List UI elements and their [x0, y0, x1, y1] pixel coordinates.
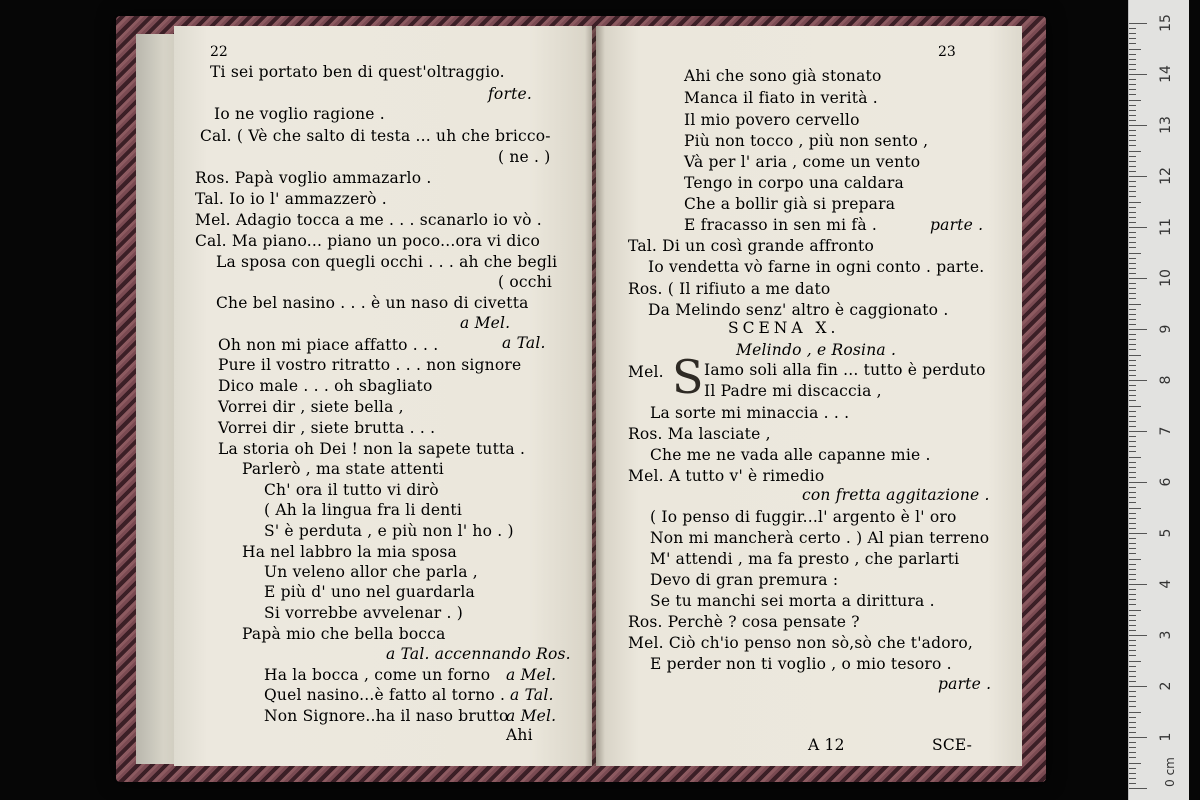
ruler-tick — [1129, 579, 1136, 580]
ruler-tick — [1129, 487, 1136, 488]
ruler-tick — [1129, 390, 1136, 391]
ruler-tick — [1129, 706, 1136, 707]
text-line: Che me ne vada alle capanne mie . — [650, 446, 931, 464]
stage-direction: a Tal. — [510, 686, 554, 704]
ruler-tick — [1129, 778, 1136, 779]
ruler-tick — [1129, 196, 1136, 197]
book-gutter — [585, 26, 605, 766]
text-line: Ros. Papà voglio ammazarlo . — [195, 169, 432, 187]
ruler-tick — [1129, 79, 1136, 80]
ruler-tick — [1129, 747, 1136, 748]
ruler-tick — [1129, 375, 1136, 376]
ruler-tick — [1129, 49, 1141, 50]
ruler-tick — [1129, 645, 1136, 646]
ruler-number: 6 — [1158, 477, 1174, 487]
ruler-tick — [1129, 74, 1147, 75]
ruler-tick — [1129, 518, 1136, 519]
text-line: ( occhi — [498, 273, 553, 291]
page-number: 22 — [210, 44, 228, 60]
ruler-tick — [1129, 564, 1136, 565]
stage-direction: a Tal. — [502, 334, 546, 352]
ruler-tick — [1129, 258, 1136, 259]
ruler-number: 4 — [1158, 579, 1174, 589]
ruler-number: 13 — [1158, 116, 1174, 134]
ruler-tick — [1129, 681, 1136, 682]
text-line: Cal. ( Vè che salto di testa ... uh che bricco- — [200, 127, 551, 145]
ruler-tick — [1129, 145, 1136, 146]
ruler-tick — [1129, 737, 1147, 738]
ruler-tick — [1129, 334, 1136, 335]
text-line: Se tu manchi sei morta a dirittura . — [650, 592, 935, 610]
ruler-tick — [1129, 543, 1136, 544]
ruler-tick — [1129, 54, 1136, 55]
ruler-tick — [1129, 105, 1136, 106]
ruler-tick — [1129, 548, 1136, 549]
ruler-tick — [1129, 630, 1136, 631]
ruler-tick — [1129, 115, 1136, 116]
ruler-tick — [1129, 212, 1136, 213]
ruler-tick — [1129, 344, 1136, 345]
ruler-tick — [1129, 421, 1136, 422]
ruler-tick — [1129, 247, 1136, 248]
ruler-tick — [1129, 727, 1136, 728]
ruler-tick — [1129, 620, 1136, 621]
ruler-tick — [1129, 242, 1136, 243]
text-line: Tengo in corpo una caldara — [684, 174, 904, 192]
ruler-tick — [1129, 324, 1136, 325]
ruler-tick — [1129, 788, 1147, 789]
ruler-tick — [1129, 59, 1136, 60]
text-line: Oh non mi piace affatto . . . — [218, 336, 439, 354]
text-line: La sposa con quegli occhi . . . ah che begli — [216, 253, 558, 271]
ruler-tick — [1129, 604, 1136, 605]
ruler-number: 2 — [1158, 681, 1174, 691]
ruler-tick — [1129, 406, 1141, 407]
ruler-tick — [1129, 482, 1147, 483]
ruler-tick — [1129, 594, 1136, 595]
text-line: Più non tocco , più non sento , — [684, 132, 929, 150]
text-line: Da Melindo senz' altro è caggionato . — [648, 301, 949, 319]
ruler-tick — [1129, 508, 1141, 509]
ruler-number: 10 — [1158, 269, 1174, 287]
ruler-tick — [1129, 64, 1136, 65]
ruler-tick — [1129, 222, 1136, 223]
ruler-tick — [1129, 329, 1147, 330]
ruler-tick — [1129, 783, 1136, 784]
ruler-tick — [1129, 533, 1147, 534]
ruler-tick — [1129, 752, 1136, 753]
ruler-tick — [1129, 768, 1136, 769]
ruler-tick — [1129, 125, 1147, 126]
ruler-number: 14 — [1158, 65, 1174, 83]
ruler-tick — [1129, 207, 1136, 208]
text-line: Mel. A tutto v' è rimedio — [628, 467, 825, 485]
ruler-tick — [1129, 701, 1136, 702]
ruler-tick — [1129, 268, 1136, 269]
text-line: Devo di gran premura : — [650, 571, 839, 589]
ruler-tick — [1129, 599, 1136, 600]
text-line: Ha la bocca , come un forno — [264, 666, 491, 684]
ruler-tick — [1129, 717, 1136, 718]
ruler-tick — [1129, 349, 1136, 350]
ruler-tick — [1129, 304, 1141, 305]
text-line: Tal. Di un così grande affronto — [628, 237, 875, 255]
text-line: E fracasso in sen mi fà . — [684, 216, 878, 234]
text-line: Mel. Ciò ch'io penso non sò,sò che t'adoro, — [628, 634, 974, 652]
ruler-number: 5 — [1158, 528, 1174, 538]
text-line: Il Padre mi discaccia , — [704, 382, 882, 400]
ruler-tick — [1129, 298, 1136, 299]
ruler-tick — [1129, 263, 1136, 264]
catchword: SCE- — [932, 736, 973, 754]
stage-direction: forte. — [488, 85, 533, 103]
ruler-tick — [1129, 553, 1136, 554]
ruler-tick — [1129, 355, 1141, 356]
text-line: Ch' ora il tutto vi dirò — [264, 481, 439, 499]
ruler-tick — [1129, 528, 1136, 529]
ruler-tick — [1129, 288, 1136, 289]
ruler-tick — [1129, 120, 1136, 121]
ruler-number: 3 — [1158, 630, 1174, 640]
text-line: E perder non ti voglio , o mio tesoro . — [650, 655, 952, 673]
ruler-number: 1 — [1158, 732, 1174, 742]
ruler-tick — [1129, 28, 1136, 29]
text-line: Ros. ( Il rifiuto a me dato — [628, 280, 831, 298]
ruler-tick — [1129, 130, 1136, 131]
ruler-tick — [1129, 171, 1136, 172]
ruler-tick — [1129, 319, 1136, 320]
ruler-tick — [1129, 23, 1147, 24]
ruler-number: 15 — [1158, 14, 1174, 32]
ruler-tick — [1129, 181, 1136, 182]
text-line: Non Signore..ha il naso brutto — [264, 707, 509, 725]
ruler-tick — [1129, 477, 1136, 478]
ruler-tick — [1129, 635, 1147, 636]
ruler-tick — [1129, 431, 1147, 432]
text-line: ( Io penso di fuggir...l' argento è l' oro — [650, 508, 957, 526]
ruler-tick — [1129, 370, 1136, 371]
ruler-tick — [1129, 538, 1136, 539]
ruler-tick — [1129, 278, 1147, 279]
ruler-tick — [1129, 360, 1136, 361]
text-line: Io ne voglio ragione . — [214, 105, 385, 123]
ruler-tick — [1129, 94, 1136, 95]
ruler-tick — [1129, 365, 1136, 366]
ruler-tick — [1129, 202, 1141, 203]
page-number: 23 — [938, 44, 956, 60]
ruler-tick — [1129, 691, 1136, 692]
ruler-tick — [1129, 43, 1136, 44]
text-line: Dico male . . . oh sbagliato — [218, 377, 433, 395]
ruler-tick — [1129, 650, 1136, 651]
text-line: Il mio povero cervello — [684, 111, 860, 129]
text-line: M' attendi , ma fa presto , che parlarti — [650, 550, 960, 568]
ruler-tick — [1129, 416, 1136, 417]
ruler-tick — [1129, 232, 1136, 233]
ruler-tick — [1129, 763, 1141, 764]
ruler-tick — [1129, 33, 1136, 34]
ruler-tick — [1129, 161, 1136, 162]
ruler-tick — [1129, 640, 1136, 641]
ruler-tick — [1129, 457, 1141, 458]
text-line: Parlerò , ma state attenti — [242, 460, 444, 478]
ruler-number: 12 — [1158, 167, 1174, 185]
ruler-tick — [1129, 217, 1136, 218]
measuring-ruler — [1128, 0, 1189, 800]
ruler-tick — [1129, 451, 1136, 452]
ruler-tick — [1129, 686, 1147, 687]
text-line: Pure il vostro ritratto . . . non signore — [218, 356, 522, 374]
ruler-tick — [1129, 446, 1136, 447]
ruler-tick — [1129, 722, 1136, 723]
ruler-tick — [1129, 676, 1136, 677]
ruler-tick — [1129, 84, 1136, 85]
drop-capital: S — [672, 350, 704, 404]
ruler-tick — [1129, 462, 1136, 463]
ruler-tick — [1129, 436, 1136, 437]
ruler-tick — [1129, 569, 1136, 570]
ruler-tick — [1129, 757, 1136, 758]
ruler-tick — [1129, 625, 1136, 626]
ruler-tick — [1129, 339, 1136, 340]
ruler-tick — [1129, 176, 1147, 177]
text-line: Ahi che sono già stonato — [684, 67, 882, 85]
text-line: Tal. Io io l' ammazzerò . — [195, 190, 387, 208]
ruler-tick — [1129, 293, 1136, 294]
ruler-tick — [1129, 89, 1136, 90]
ruler-tick — [1129, 712, 1141, 713]
text-line: Che a bollir già si prepara — [684, 195, 896, 213]
text-line: Vorrei dir , siete bella , — [218, 398, 404, 416]
text-line: Ha nel labbro la mia sposa — [242, 543, 457, 561]
ruler-tick — [1129, 773, 1136, 774]
ruler-tick — [1129, 671, 1136, 672]
ruler-tick — [1129, 523, 1136, 524]
ruler-tick — [1129, 696, 1136, 697]
text-line: La storia oh Dei ! non la sapete tutta . — [218, 440, 526, 458]
ruler-tick — [1129, 135, 1136, 136]
ruler-tick — [1129, 400, 1136, 401]
text-line: Manca il fiato in verità . — [684, 89, 878, 107]
ruler-tick — [1129, 497, 1136, 498]
text-line: Iamo soli alla fin ... tutto è perduto — [704, 361, 986, 379]
text-line: ( ne . ) — [498, 148, 551, 166]
ruler-tick — [1129, 492, 1136, 493]
ruler-tick — [1129, 237, 1136, 238]
text-line: Non mi mancherà certo . ) Al pian terreno — [650, 529, 990, 547]
ruler-tick — [1129, 589, 1136, 590]
text-line: E più d' uno nel guardarla — [264, 583, 475, 601]
ruler-tick — [1129, 467, 1136, 468]
ruler-tick — [1129, 666, 1136, 667]
ruler-tick — [1129, 661, 1141, 662]
ruler-tick — [1129, 314, 1136, 315]
ruler-tick — [1129, 742, 1136, 743]
ruler-tick — [1129, 166, 1136, 167]
ruler-tick — [1129, 574, 1136, 575]
text-line: S' è perduta , e più non l' ho . ) — [264, 522, 514, 540]
text-line: Và per l' aria , come un vento — [684, 153, 921, 171]
speaker-label: Mel. — [628, 363, 664, 381]
ruler-tick — [1129, 273, 1136, 274]
ruler-tick — [1129, 441, 1136, 442]
scene-heading: SCENA X. — [728, 319, 840, 337]
ruler-tick — [1129, 191, 1136, 192]
text-line: Mel. Adagio tocca a me . . . scanarlo io vò . — [195, 211, 542, 229]
ruler-number: 9 — [1158, 324, 1174, 334]
ruler-tick — [1129, 38, 1136, 39]
ruler-tick — [1129, 283, 1136, 284]
stage-direction: parte . — [938, 675, 992, 693]
text-line: Papà mio che bella bocca — [242, 625, 446, 643]
ruler-tick — [1129, 584, 1147, 585]
ruler-tick — [1129, 69, 1136, 70]
text-line: Si vorrebbe avvelenar . ) — [264, 604, 464, 622]
ruler-tick — [1129, 380, 1147, 381]
text-line: Ros. Perchè ? cosa pensate ? — [628, 613, 860, 631]
stage-direction: parte . — [930, 216, 984, 234]
ruler-tick — [1129, 426, 1136, 427]
ruler-unit-label: 0 cm — [1162, 757, 1177, 787]
text-line: Cal. Ma piano... piano un poco...ora vi dico — [195, 232, 541, 250]
text-line: ( Ah la lingua fra li denti — [264, 501, 462, 519]
stage-direction: a Mel. — [460, 314, 511, 332]
text-line: Io vendetta vò farne in ogni conto . parte. — [648, 258, 985, 276]
ruler-tick — [1129, 309, 1136, 310]
ruler-tick — [1129, 732, 1136, 733]
catchword: Ahi — [506, 726, 533, 744]
stage-direction: con fretta aggitazione . — [802, 486, 990, 504]
ruler-number: 7 — [1158, 426, 1174, 436]
ruler-tick — [1129, 253, 1141, 254]
ruler-tick — [1129, 100, 1141, 101]
stage-direction: a Tal. accennando Ros. — [386, 645, 571, 663]
text-line: Vorrei dir , siete brutta . . . — [218, 419, 436, 437]
text-line: Ros. Ma lasciate , — [628, 425, 771, 443]
ruler-tick — [1129, 502, 1136, 503]
ruler-tick — [1129, 411, 1136, 412]
scene-characters: Melindo , e Rosina . — [736, 341, 897, 359]
stage-direction: a Mel. — [506, 666, 557, 684]
text-line: La sorte mi minaccia . . . — [650, 404, 850, 422]
text-line: Quel nasino...è fatto al torno . — [264, 686, 506, 704]
ruler-number: 8 — [1158, 375, 1174, 385]
ruler-tick — [1129, 151, 1141, 152]
ruler-tick — [1129, 655, 1136, 656]
ruler-tick — [1129, 110, 1136, 111]
ruler-tick — [1129, 513, 1136, 514]
text-line: Un veleno allor che parla , — [264, 563, 478, 581]
ruler-tick — [1129, 395, 1136, 396]
signature-mark: A 12 — [808, 736, 845, 754]
ruler-tick — [1129, 156, 1136, 157]
text-line: Ti sei portato ben di quest'oltraggio. — [210, 63, 505, 81]
ruler-number: 11 — [1158, 218, 1174, 236]
text-line: Che bel nasino . . . è un naso di civetta — [216, 294, 529, 312]
ruler-tick — [1129, 385, 1136, 386]
stage-direction: a Mel. — [506, 707, 557, 725]
ruler-tick — [1129, 186, 1136, 187]
ruler-tick — [1129, 140, 1136, 141]
ruler-tick — [1129, 227, 1147, 228]
ruler-tick — [1129, 559, 1141, 560]
ruler-tick — [1129, 610, 1141, 611]
ruler-tick — [1129, 472, 1136, 473]
ruler-tick — [1129, 615, 1136, 616]
